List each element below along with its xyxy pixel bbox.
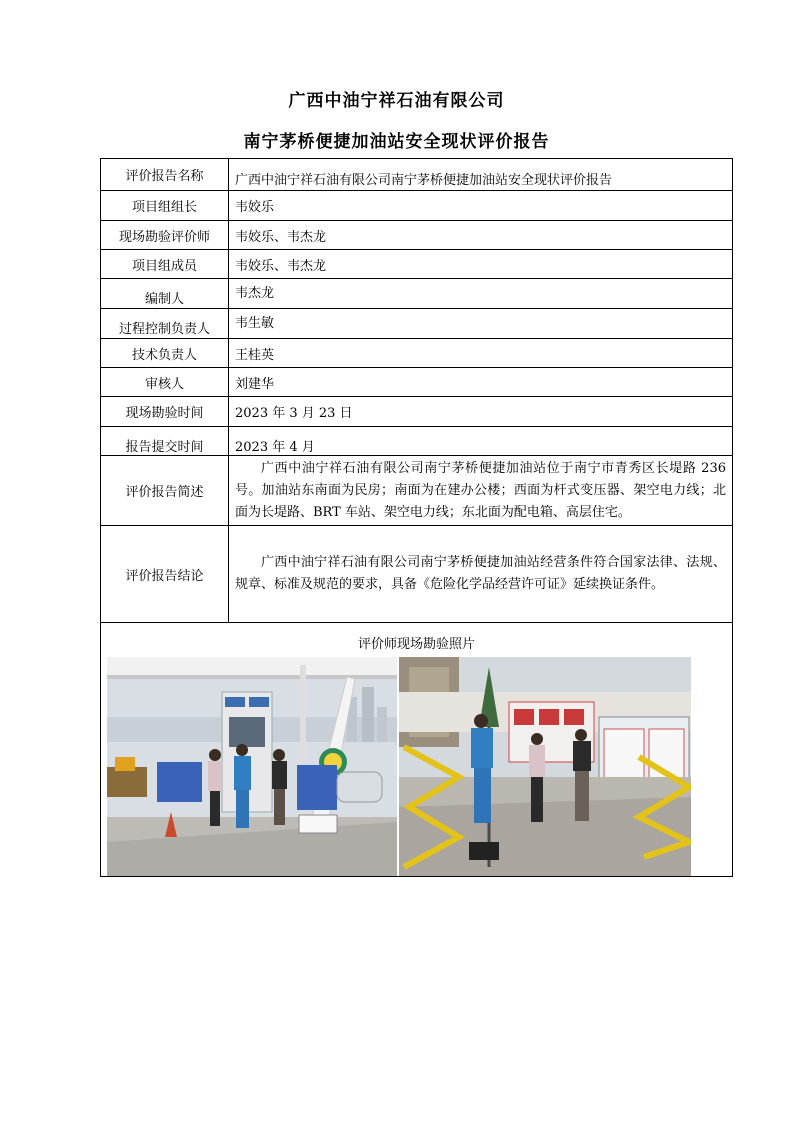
- row-label: 评价报告结论: [101, 526, 229, 623]
- photo-row: [101, 623, 733, 877]
- row-label: 评价报告简述: [101, 456, 229, 526]
- report-info-table: [100, 158, 733, 877]
- table-row: [101, 309, 733, 339]
- photo-cell: [101, 623, 733, 877]
- row-value: 广西中油宁祥石油有限公司南宁茅桥便捷加油站安全现状评价报告: [229, 159, 733, 191]
- row-value: 刘建华: [229, 368, 733, 397]
- table-row: [101, 279, 733, 309]
- report-title: 南宁茅桥便捷加油站安全现状评价报告: [243, 132, 550, 152]
- summary-text: 广西中油宁祥石油有限公司南宁茅桥便捷加油站位于南宁市青秀区长堤路 236 号。加油站东南面为民房；南面为在建办公楼；西面为杆式变压器、架空电力线；北面为长堤路、BRT 车站、架空电力线；东北面为配电箱、高层住宅。: [229, 456, 733, 526]
- table-row: [101, 456, 733, 526]
- table-row: [101, 159, 733, 191]
- row-label: 评价报告名称: [101, 159, 229, 191]
- row-value: 韦姣乐、韦杰龙: [229, 221, 733, 250]
- row-value: 韦杰龙: [229, 279, 733, 309]
- row-label: 项目组组长: [101, 191, 229, 221]
- row-label: 项目组成员: [101, 250, 229, 279]
- company-title: 广西中油宁祥石油有限公司: [288, 91, 505, 111]
- table-row: [101, 427, 733, 456]
- row-value: 韦生敏: [229, 309, 733, 339]
- site-photo-right: [399, 657, 691, 876]
- row-label: 技术负责人: [101, 339, 229, 368]
- row-value: 王桂英: [229, 339, 733, 368]
- row-label: 现场勘验评价师: [101, 221, 229, 250]
- row-value: 韦姣乐: [229, 191, 733, 221]
- photo-caption: 评价师现场勘验照片: [357, 637, 475, 652]
- row-label: 现场勘验时间: [101, 397, 229, 427]
- row-value: 韦姣乐、韦杰龙: [229, 250, 733, 279]
- table-row: [101, 250, 733, 279]
- table-row: [101, 526, 733, 623]
- table-row: [101, 368, 733, 397]
- site-photo-left: [107, 657, 397, 876]
- row-label: 编制人: [101, 279, 229, 309]
- row-value: 2023 年 4 月: [229, 427, 733, 456]
- table-row: [101, 221, 733, 250]
- row-label: 审核人: [101, 368, 229, 397]
- table-row: [101, 191, 733, 221]
- table-row: [101, 339, 733, 368]
- row-label: 过程控制负责人: [101, 309, 229, 339]
- row-value: 2023 年 3 月 23 日: [229, 397, 733, 427]
- table-row: [101, 397, 733, 427]
- row-label: 报告提交时间: [101, 427, 229, 456]
- conclusion-text: 广西中油宁祥石油有限公司南宁茅桥便捷加油站经营条件符合国家法律、法规、规章、标准及规范的要求，具备《危险化学品经营许可证》延续换证条件。: [229, 526, 733, 623]
